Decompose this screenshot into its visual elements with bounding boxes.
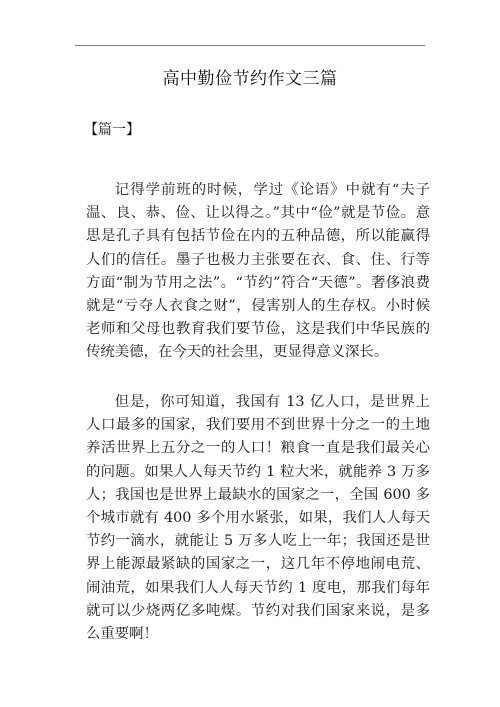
paragraph-2: 但是，你可知道，我国有 13 亿人口，是世界上人口最多的国家，我们要用不到世界十分之一的土地养活世界上五分之一的人口！粮食一直是我们最关心的问题。如果人人每天节约 1 粒大米，就能养 3 万多人；我国也是世界上最缺水的国家之一，全国 600 多个城市就有 400 多个用水紧张，如果，我们人人每天节约一滴水，就能让 5 万多人吃上一年；我国还是世界上能源最紧缺的国家之一，这几年不停地闹电荒、闹油荒，如果我们人人每天节约 1 度电，那我们每年就可以少烧两亿多吨煤。节约对我们国家来说，是多么重要啊！: [86, 394, 430, 643]
paragraph-1: 记得学前班的时候，学过《论语》中就有“夫子温、良、恭、俭、让以得之。”其中“俭”就是节俭。意思是孔子具有包括节俭在内的五种品德，所以能赢得人们的信任。墨子也极力主张要在衣、食、住、行等方面“制为节用之法”。“节约”符合“天德”。奢侈浪费就是“亏夺人衣食之财”，侵害别人的生存权。小时候老师和父母也教育我们要节俭，这是我们中华民族的传统美德，在今天的社会里，更显得意义深长。: [86, 182, 430, 361]
section-heading: 【篇一】: [84, 122, 140, 138]
header-rule: [75, 45, 425, 46]
document-title: 高中勤俭节约作文三篇: [162, 69, 338, 89]
